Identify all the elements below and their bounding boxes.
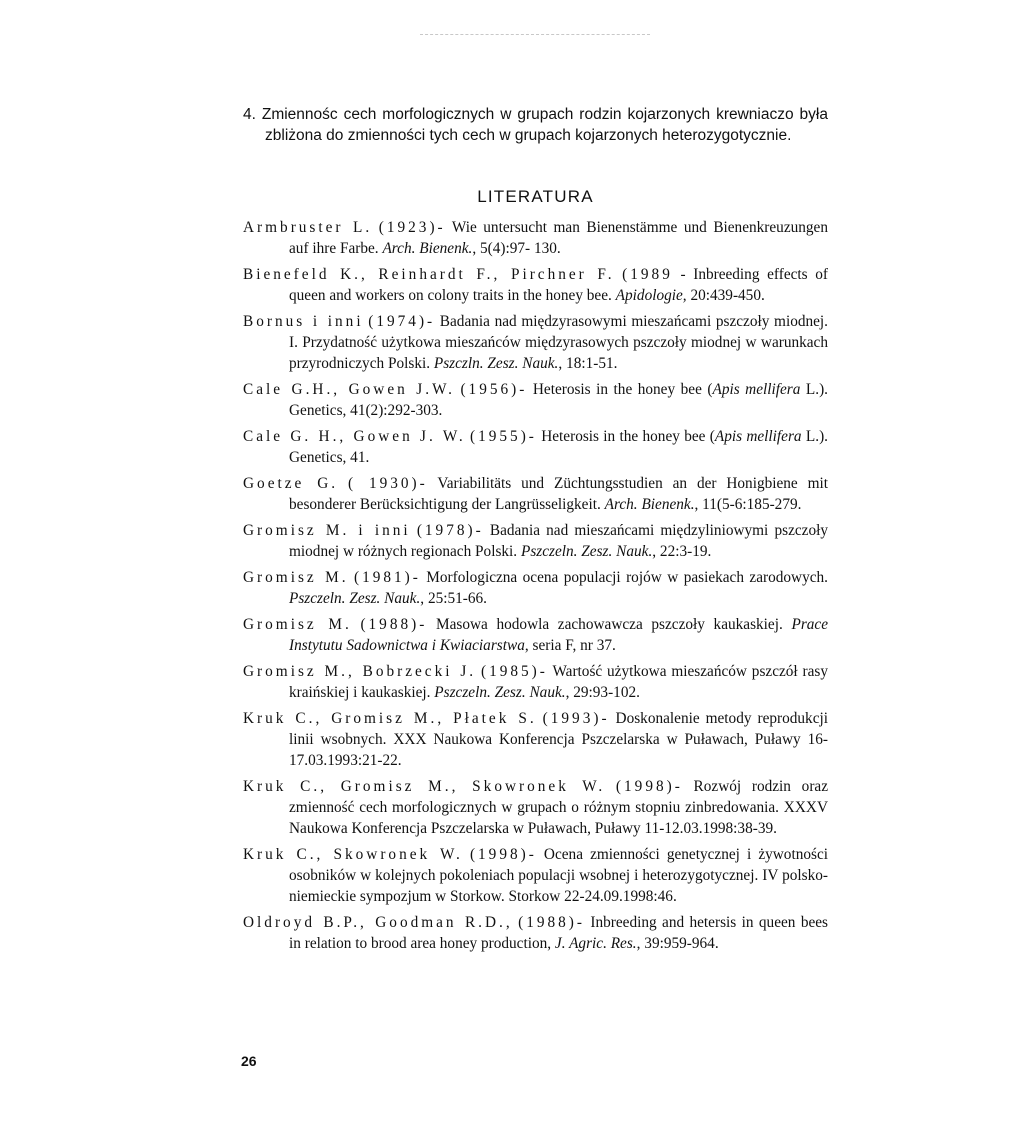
reference-text: Heterosis in the honey bee ( bbox=[527, 381, 713, 398]
reference-text: Variabilitäts und Züchtungsstudien an der Honigbiene mit besonderer Berücksichtigung der Langrüsseligkeit. bbox=[289, 475, 829, 513]
reference-details: , 18:1-51. bbox=[558, 355, 618, 372]
conclusion-paragraph: 4. Zmiennośc cech morfologicznych w grupach rodzin kojarzonych krewniaczo była zbliżona do zmienności tych cech w grupach kojarzonych heterozygotycznie. bbox=[243, 106, 828, 144]
reference-author: Cale G.H., Gowen J.W. bbox=[243, 381, 455, 398]
reference-details: , 25:51-66. bbox=[420, 590, 488, 607]
reference-year: (1985)- bbox=[480, 663, 548, 680]
reference-year: (1998)- bbox=[615, 778, 683, 795]
reference-year: (1978)- bbox=[416, 522, 484, 539]
reference-text: Badania nad mieszańcami międzyliniowymi pszczoły miodnej w różnych regionach Polski. bbox=[289, 522, 828, 560]
reference-year: (1955)- bbox=[470, 428, 537, 445]
reference-item bbox=[243, 912, 828, 954]
reference-source: Pszczeln. Zesz. Nauk. bbox=[434, 684, 566, 701]
reference-source: Arch. Bienenk. bbox=[604, 496, 695, 513]
reference-item bbox=[243, 661, 828, 703]
reference-details: L.). Genetics, 41(2):292-303. bbox=[289, 381, 829, 419]
reference-year: (1956)- bbox=[460, 381, 528, 398]
reference-author: Armbruster L. bbox=[243, 219, 373, 236]
reference-year: (1998)- bbox=[469, 846, 537, 863]
reference-list bbox=[243, 217, 828, 954]
reference-author: Oldroyd B.P., Goodman R.D., bbox=[243, 914, 513, 931]
reference-author: Kruk C., Gromisz M., Skowronek W. bbox=[243, 778, 606, 795]
reference-year: (1993)- bbox=[542, 710, 610, 727]
reference-author: Goetze G. bbox=[243, 475, 339, 492]
reference-item bbox=[243, 520, 828, 562]
reference-text: Wartość użytkowa mieszańców pszczół rasy kraińskiej i kaukaskiej. bbox=[289, 663, 829, 701]
reference-author: Bienefeld K., Reinhardt F., Pirchner F. bbox=[243, 266, 615, 283]
reference-item bbox=[243, 264, 828, 306]
reference-year: (1981)- bbox=[353, 569, 421, 586]
reference-source: Apidologie, bbox=[615, 287, 687, 304]
reference-item bbox=[243, 708, 828, 771]
reference-details: , seria F, nr 37. bbox=[524, 637, 616, 654]
reference-item bbox=[243, 473, 828, 515]
page-number: 26 bbox=[241, 1053, 257, 1069]
reference-text: Heterosis in the honey bee ( bbox=[536, 428, 715, 445]
reference-source: Pszczeln. Zesz. Nauk. bbox=[289, 590, 421, 607]
reference-item bbox=[243, 567, 828, 609]
reference-item bbox=[243, 217, 828, 259]
reference-source: Prace Instytutu Sadownictwa i Kwiaciarstwa bbox=[289, 616, 828, 654]
reference-text: Badania nad międzyrasowymi mieszańcami pszczoły miodnej. I. Przydatność użytkowa mieszańców międzyrasowych pszczoły miodnej w warunkach przyrodniczych Polski. bbox=[289, 313, 829, 372]
reference-source: J. Agric. Res. bbox=[554, 935, 637, 952]
reference-text: Morfologiczna ocena populacji rojów w pasiekach zarodowych. bbox=[420, 569, 829, 586]
reference-details: 20:439-450. bbox=[686, 287, 765, 304]
reference-text: Inbreeding and hetersis in queen bees in relation to brood area honey production, bbox=[289, 914, 828, 952]
reference-author: Kruk C., Skowronek W. bbox=[243, 846, 463, 863]
reference-details: , 29:93-102. bbox=[565, 684, 640, 701]
reference-author: Kruk C., Gromisz M., Płatek S. bbox=[243, 710, 537, 727]
reference-source: Apis mellifera bbox=[714, 428, 802, 445]
reference-author: Gromisz M., Bobrzecki J. bbox=[243, 663, 477, 680]
reference-author: Bornus i inni bbox=[243, 313, 364, 330]
reference-source: Arch. Bienenk. bbox=[382, 240, 473, 257]
reference-details: , 22:3-19. bbox=[652, 543, 712, 560]
reference-year: ( 1930)- bbox=[347, 475, 428, 492]
reference-text: Ocena zmienności genetycznej i żywotności osobników w kolejnych pokoleniach populacji wsobnej i heterozygotycznej. IV polsko-niemieckie sympozjum w Storkow. Storkow 22-24.09.1998:46. bbox=[289, 846, 828, 905]
reference-text: Rozwój rodzin oraz zmienność cech morfologicznych w grupach o różnym stopniu zinbredowania. XXXV Naukowa Konferencja Pszczelarska w Puławach, Puławy 11-12.03.1998:38-39. bbox=[289, 778, 829, 837]
reference-text: Masowa hodowla zachowawcza pszczoły kaukaskiej. bbox=[427, 616, 792, 633]
reference-item bbox=[243, 311, 828, 374]
reference-item bbox=[243, 426, 828, 468]
reference-author: Gromisz M. bbox=[243, 569, 349, 586]
reference-year: (1923)- bbox=[378, 219, 446, 236]
reference-year: (1988)- bbox=[518, 914, 585, 931]
reference-item bbox=[243, 379, 828, 421]
reference-year: (1974)- bbox=[368, 313, 436, 330]
reference-source: Apis mellifera bbox=[712, 381, 801, 398]
reference-text: - Inbreeding effects of queen and workers on colony traits in the honey bee. bbox=[289, 266, 828, 304]
reference-details: , 39:959-964. bbox=[636, 935, 719, 952]
reference-details: , 5(4):97- 130. bbox=[472, 240, 561, 257]
reference-year: (1989 bbox=[622, 266, 673, 283]
section-heading: LITERATURA bbox=[477, 187, 594, 206]
reference-item bbox=[243, 844, 828, 907]
reference-item bbox=[243, 776, 828, 839]
reference-details: , 11(5-6:185-279. bbox=[694, 496, 802, 513]
reference-details: L.). Genetics, 41. bbox=[289, 428, 828, 466]
reference-author: Gromisz M. bbox=[243, 616, 352, 633]
reference-source: Pszczln. Zesz. Nauk. bbox=[433, 355, 559, 372]
reference-author: Cale G. H., Gowen J. W. bbox=[243, 428, 466, 445]
reference-text: Doskonalenie metody reprodukcji linii wsobnych. XXX Naukowa Konferencja Pszczelarska w Puławach, Puławy 16-17.03.1993:21-22. bbox=[289, 710, 828, 769]
top-scan-rule bbox=[420, 34, 650, 35]
reference-year: (1988)- bbox=[360, 616, 428, 633]
reference-author: Gromisz M. i inni bbox=[243, 522, 411, 539]
reference-item bbox=[243, 614, 828, 656]
reference-text: Wie untersucht man Bienenstämme und Bienenkreuzungen auf ihre Farbe. bbox=[289, 219, 828, 257]
page-body bbox=[243, 104, 828, 959]
reference-source: Pszczeln. Zesz. Nauk. bbox=[520, 543, 653, 560]
